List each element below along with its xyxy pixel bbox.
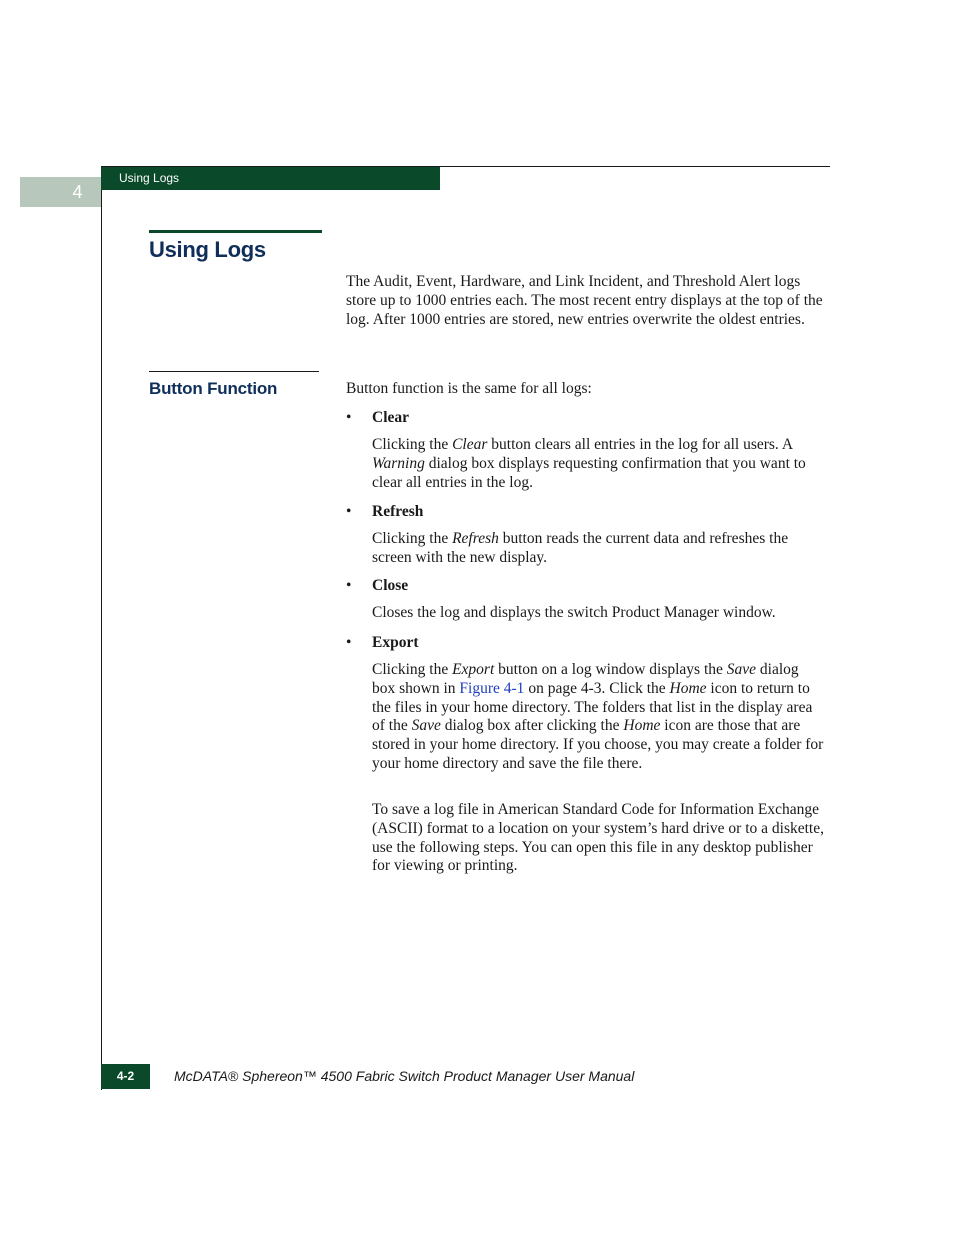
bullet-label: Export bbox=[372, 634, 419, 651]
bullet-label: Close bbox=[372, 577, 409, 594]
bullet-icon: • bbox=[346, 503, 352, 520]
margin-rule bbox=[101, 190, 102, 1090]
intro-paragraph: The Audit, Event, Hardware, and Link Incident, and Threshold Alert logs store up to 1000 entries each. The most recent entry displays at the top of the log. After 1000 entries are stored, new entries overwrite the oldest entries. bbox=[346, 273, 823, 328]
bullet-label: Clear bbox=[372, 409, 410, 426]
bullet-icon: • bbox=[346, 409, 352, 426]
bullet-icon: • bbox=[346, 577, 352, 594]
clear-description: Clicking the Clear button clears all entries in the log for all users. A Warning dialog box displays requesting confirmation that you want to clear all entries in the log. bbox=[372, 436, 806, 491]
export-description: Clicking the Export button on a log window displays the Save dialog box shown in Figure 4-1 on page 4-3. Click the Home icon to return to the files in your home directory. The folders that list in the display area of the Save dialog box after clicking the Home icon are those that are stored in your home directory. If you choose, you may create a folder for your home directory and save the file there. bbox=[372, 661, 824, 772]
title-rule bbox=[149, 230, 322, 233]
footer-manual-title: McDATA® Sphereon™ 4500 Fabric Switch Product Manager User Manual bbox=[174, 1068, 635, 1084]
subsection-rule bbox=[149, 371, 319, 372]
footer-page-number: 4-2 bbox=[116, 1069, 135, 1083]
refresh-description: Clicking the Refresh button reads the current data and refreshes the screen with the new display. bbox=[372, 530, 789, 566]
figure-link[interactable]: Figure 4-1 bbox=[459, 679, 525, 697]
close-description: Closes the log and displays the switch Product Manager window. bbox=[372, 604, 776, 621]
lead-paragraph: Button function is the same for all logs: bbox=[346, 380, 592, 397]
export-extra-paragraph: To save a log file in American Standard Code for Information Exchange (ASCII) format to a location on your system’s hard drive or to a diskette, use the following steps. You can open this file in any desktop publisher for viewing or printing. bbox=[372, 801, 824, 875]
chapter-number: 4 bbox=[72, 182, 83, 202]
bullet-icon: • bbox=[346, 634, 352, 651]
section-title: Using Logs bbox=[149, 237, 266, 262]
bullet-label: Refresh bbox=[372, 503, 424, 520]
subsection-title: Button Function bbox=[149, 379, 278, 398]
running-head: Using Logs bbox=[119, 171, 180, 185]
